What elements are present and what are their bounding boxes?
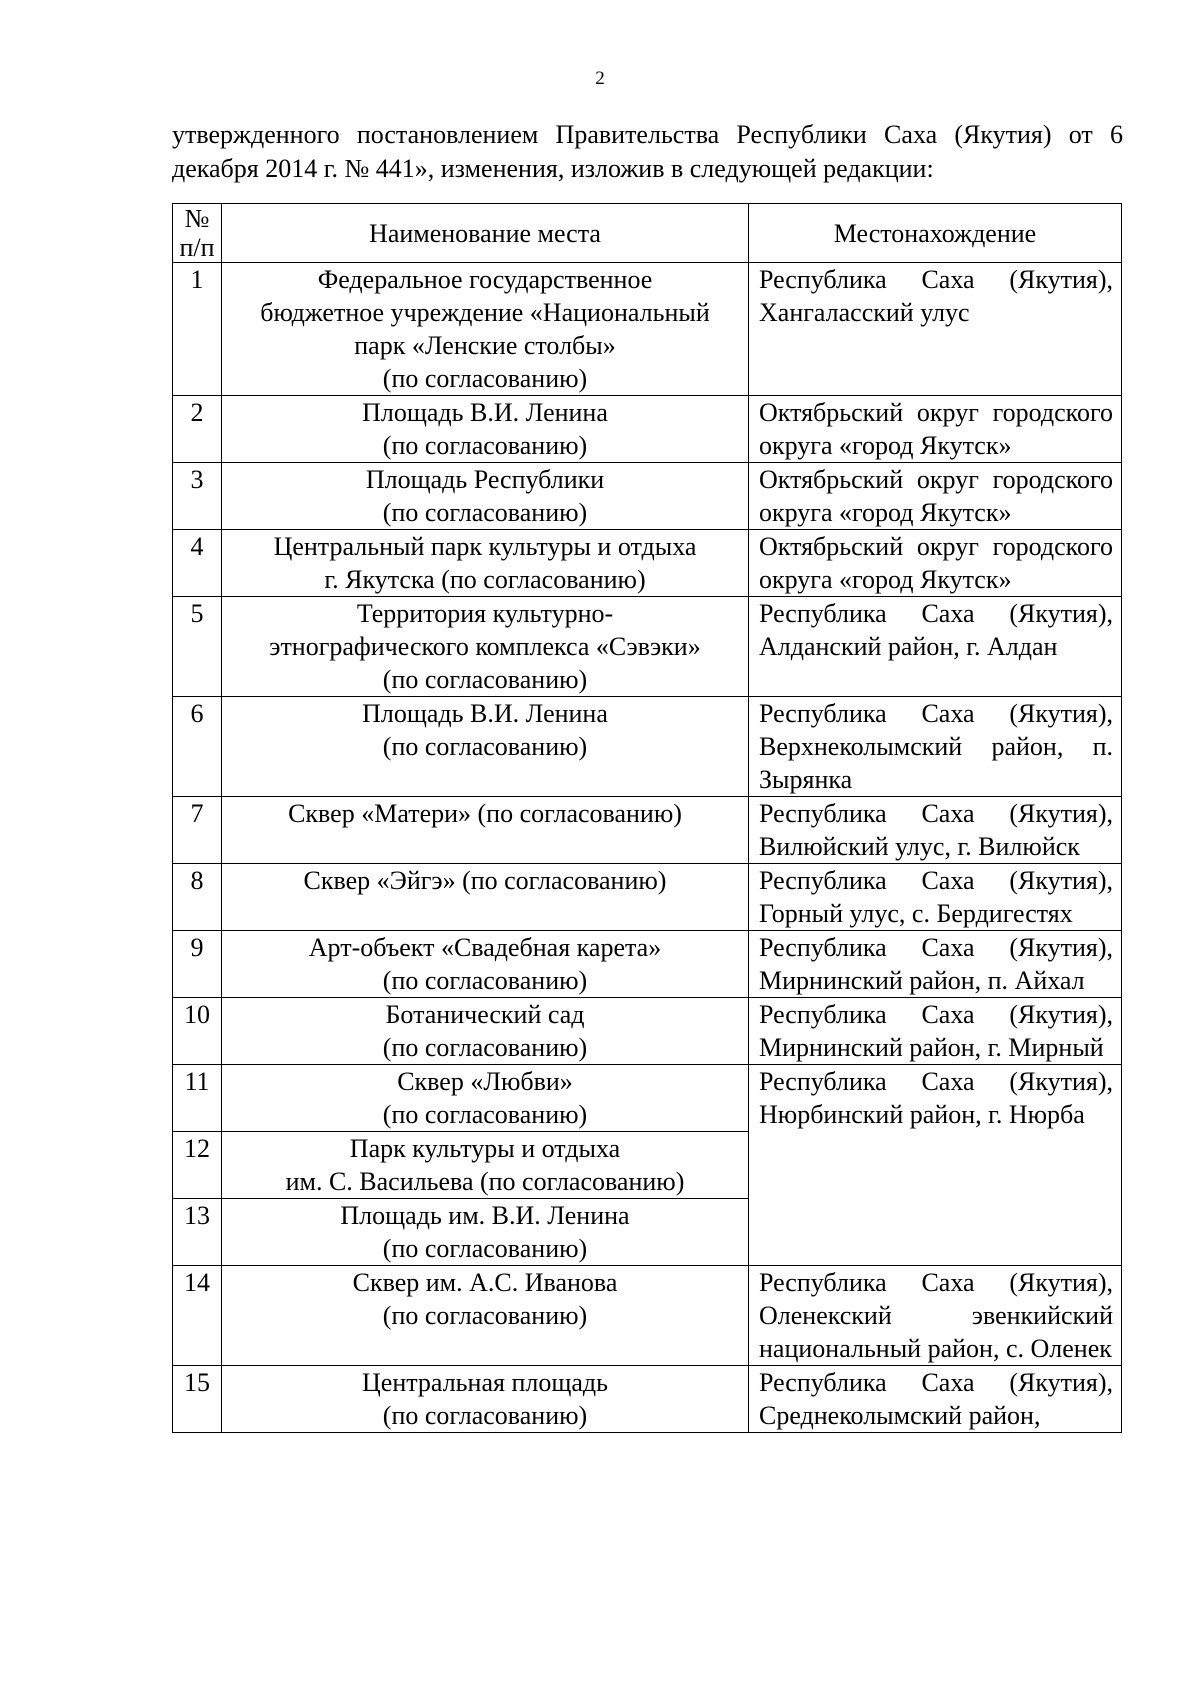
table-row	[173, 931, 1122, 998]
intro-text: утвержденного постановлением Правительства Республики Саха (Якутия) от 6 декабря 2014 г. № 441», изменения, изложив в следующей редакции:	[172, 120, 1123, 183]
place-name-line: (по согласованию)	[382, 1301, 588, 1330]
place-name	[222, 864, 749, 931]
row-number: 11	[173, 1065, 222, 1132]
place-name-line: им. С. Васильева (по согласованию)	[285, 1167, 685, 1196]
table-row	[173, 597, 1122, 697]
place-name	[222, 1132, 749, 1199]
row-number: 1	[173, 263, 222, 396]
place-name-line: (по согласованию)	[382, 966, 588, 995]
place-name	[222, 998, 749, 1065]
row-number: 4	[173, 530, 222, 597]
place-name-line: Сквер им. А.С. Иванова	[352, 1268, 618, 1297]
place-name-line: этнографического комплекса «Сэвэки»	[269, 632, 701, 661]
table-row	[173, 1266, 1122, 1366]
place-name	[222, 1266, 749, 1366]
row-number: 6	[173, 697, 222, 797]
places-table	[172, 203, 1122, 1433]
place-name-line: Сквер «Эйгэ» (по согласованию)	[303, 866, 667, 895]
table-row	[173, 396, 1122, 463]
table-row	[173, 864, 1122, 931]
header-number	[173, 204, 222, 263]
place-location: Октябрьский округ городского округа «город Якутск»	[749, 396, 1122, 463]
place-name-line: бюджетное учреждение «Национальный	[260, 298, 710, 327]
place-name-line: (по согласованию)	[382, 665, 588, 694]
place-name	[222, 1199, 749, 1266]
row-number: 7	[173, 797, 222, 864]
row-number: 15	[173, 1366, 222, 1433]
header-location: Местонахождение	[749, 204, 1122, 263]
place-name-line: Сквер «Матери» (по согласованию)	[288, 799, 682, 828]
place-name-line: (по согласованию)	[382, 498, 588, 527]
place-name	[222, 697, 749, 797]
row-number: 14	[173, 1266, 222, 1366]
table-body	[173, 263, 1122, 1433]
place-location: Республика Саха (Якутия), Вилюйский улус, г. Вилюйск	[749, 797, 1122, 864]
place-name	[222, 463, 749, 530]
row-number: 5	[173, 597, 222, 697]
place-location: Республика Саха (Якутия), Горный улус, с. Бердигестях	[749, 864, 1122, 931]
place-name-line: Площадь В.И. Ленина	[362, 699, 608, 728]
place-name-line: (по согласованию)	[382, 1401, 588, 1430]
table-row	[173, 1065, 1122, 1132]
place-location: Октябрьский округ городского округа «город Якутск»	[749, 530, 1122, 597]
place-name-line: Площадь им. В.И. Ленина	[340, 1201, 630, 1230]
place-location: Республика Саха (Якутия), Оленекский эвенкийский национальный район, с. Оленек	[749, 1266, 1122, 1366]
row-number: 2	[173, 396, 222, 463]
place-name-line: Арт-объект «Свадебная карета»	[308, 933, 662, 962]
place-name-line: Сквер «Любви»	[397, 1067, 573, 1096]
place-location: Республика Саха (Якутия), Алданский район, г. Алдан	[749, 597, 1122, 697]
row-number: 9	[173, 931, 222, 998]
place-location: Республика Саха (Якутия), Мирнинский район, г. Мирный	[749, 998, 1122, 1065]
intro-paragraph	[172, 118, 1123, 186]
place-name-line: (по согласованию)	[382, 431, 588, 460]
place-location: Республика Саха (Якутия), Среднеколымский район,	[749, 1366, 1122, 1433]
row-number: 8	[173, 864, 222, 931]
place-location: Республика Саха (Якутия), Нюрбинский район, г. Нюрба	[749, 1065, 1122, 1266]
place-name-line: (по согласованию)	[382, 1033, 588, 1062]
row-number: 13	[173, 1199, 222, 1266]
place-name-line: парк «Ленские столбы»	[354, 331, 616, 360]
place-name	[222, 597, 749, 697]
place-name	[222, 1366, 749, 1433]
place-location: Республика Саха (Якутия), Мирнинский район, п. Айхал	[749, 931, 1122, 998]
place-name	[222, 263, 749, 396]
table-row	[173, 1366, 1122, 1433]
place-name-line: (по согласованию)	[382, 1234, 588, 1263]
header-name: Наименование места	[222, 204, 749, 263]
place-name-line: Федеральное государственное	[317, 265, 653, 294]
table-row	[173, 998, 1122, 1065]
place-location: Республика Саха (Якутия), Хангаласский улус	[749, 263, 1122, 396]
place-name-line: г. Якутска (по согласованию)	[324, 565, 646, 594]
place-name-line: Территория культурно-	[356, 599, 614, 628]
place-name-line: Площадь В.И. Ленина	[362, 398, 608, 427]
place-name-line: Ботанический сад	[385, 1000, 585, 1029]
row-number: 10	[173, 998, 222, 1065]
place-location: Республика Саха (Якутия), Верхнеколымский район, п. Зырянка	[749, 697, 1122, 797]
table-header-row	[173, 204, 1122, 263]
page-number: 2	[595, 68, 605, 89]
place-name-line: (по согласованию)	[382, 732, 588, 761]
header-number-line2: п/п	[179, 233, 215, 262]
place-name	[222, 530, 749, 597]
place-name	[222, 931, 749, 998]
row-number: 12	[173, 1132, 222, 1199]
place-name-line: Парк культуры и отдыха	[349, 1134, 621, 1163]
table-row	[173, 797, 1122, 864]
table-row	[173, 697, 1122, 797]
place-name-line: Центральная площадь	[362, 1368, 608, 1397]
row-number: 3	[173, 463, 222, 530]
table-row	[173, 530, 1122, 597]
place-name	[222, 396, 749, 463]
place-location: Октябрьский округ городского округа «город Якутск»	[749, 463, 1122, 530]
table-row	[173, 463, 1122, 530]
place-name-line: Площадь Республики	[365, 465, 605, 494]
header-number-line1: №	[184, 204, 210, 233]
place-name-line: (по согласованию)	[382, 1100, 588, 1129]
place-name	[222, 797, 749, 864]
place-name	[222, 1065, 749, 1132]
place-name-line: Центральный парк культуры и отдыха	[273, 532, 697, 561]
place-name-line: (по согласованию)	[382, 364, 588, 393]
table-row	[173, 263, 1122, 396]
